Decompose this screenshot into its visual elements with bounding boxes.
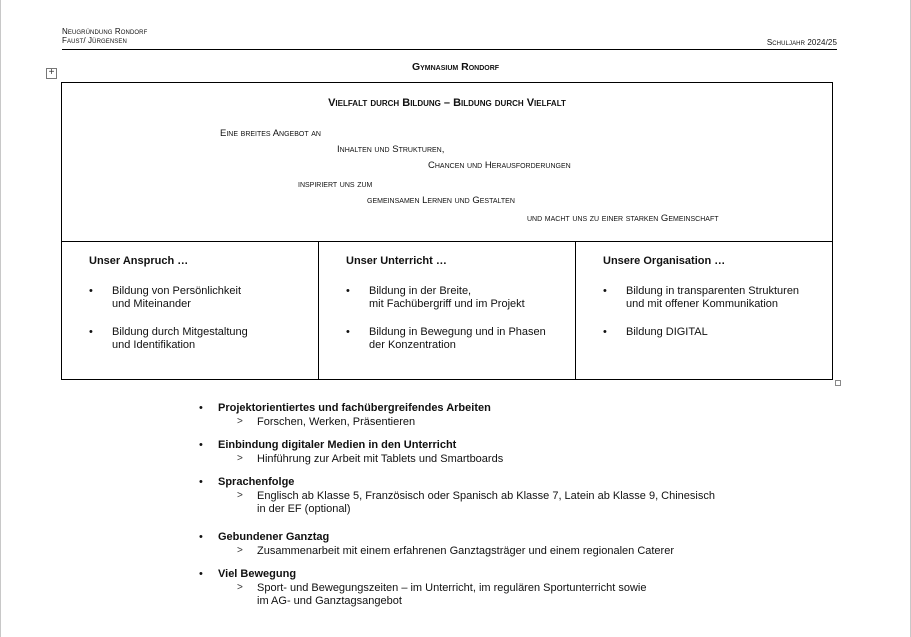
- motto-line: und macht uns zu einer starken Gemeinschaft: [527, 213, 719, 224]
- bullet-icon: •: [89, 285, 93, 297]
- column-item-text: Bildung DIGITAL: [626, 326, 708, 338]
- arrow-icon: >: [237, 416, 243, 427]
- bullet-icon: •: [199, 439, 203, 451]
- bullet-icon: •: [346, 285, 350, 297]
- column-anspruch: [62, 241, 319, 380]
- bullet-icon: •: [199, 402, 203, 414]
- move-cross-icon[interactable]: +: [46, 68, 57, 79]
- arrow-icon: >: [237, 582, 243, 593]
- feature-detail: Forschen, Werken, Präsentieren: [257, 416, 416, 428]
- header-left: [62, 27, 147, 45]
- column-item-text: Bildung in transparenten Strukturen und mit offener Kommunikation: [626, 285, 800, 310]
- motto-line: gemeinsamen Lernen und Gestalten: [367, 195, 515, 206]
- feature-detail: Hinführung zur Arbeit mit Tablets und Smartboards: [257, 453, 504, 465]
- column-item: [603, 326, 708, 339]
- motto-line: inspiriert uns zum: [298, 179, 373, 190]
- bullet-icon: •: [199, 531, 203, 543]
- feature-title: Projektorientiertes und fachübergreifendes Arbeiten: [218, 402, 491, 414]
- column-title: Unser Anspruch …: [89, 255, 189, 267]
- feature-title: Einbindung digitaler Medien in den Unterricht: [218, 439, 457, 451]
- column-item: [346, 285, 525, 311]
- feature-detail: Englisch ab Klasse 5, Französisch oder Spanisch ab Klasse 7, Latein ab Klasse 9, Chinesisch in der EF (optional): [257, 490, 715, 515]
- motto-line: Inhalten und Strukturen,: [337, 144, 445, 155]
- column-item-text: Bildung in Bewegung und in Phasen der Konzentration: [369, 326, 546, 351]
- feature-title: Viel Bewegung: [218, 568, 297, 580]
- motto-line: Eine breites Angebot an: [220, 128, 321, 139]
- bullet-icon: •: [603, 285, 607, 297]
- column-item-text: Bildung in der Breite, mit Fachübergriff und im Projekt: [369, 285, 525, 310]
- arrow-icon: >: [237, 453, 243, 464]
- bullet-icon: •: [199, 476, 203, 488]
- column-item-text: Bildung von Persönlichkeit und Miteinander: [112, 285, 242, 310]
- column-item-text: Bildung durch Mitgestaltung und Identifikation: [112, 326, 248, 351]
- header-authors: Faust/ Jürgensen: [62, 36, 127, 45]
- resize-square-icon[interactable]: [835, 380, 841, 386]
- column-item: [89, 285, 241, 311]
- bullet-icon: •: [89, 326, 93, 338]
- feature-title: Sprachenfolge: [218, 476, 295, 488]
- column-unterricht: [319, 241, 576, 380]
- bullet-icon: •: [199, 568, 203, 580]
- feature-title: Gebundener Ganztag: [218, 531, 330, 543]
- profile-table: [61, 82, 833, 380]
- header-school-year: Schuljahr 2024/25: [766, 38, 837, 47]
- bullet-icon: •: [603, 326, 607, 338]
- column-title: Unser Unterricht …: [346, 255, 447, 267]
- bullet-icon: •: [346, 326, 350, 338]
- motto-line: Chancen und Herausforderungen: [428, 160, 571, 171]
- motto-title: Vielfalt durch Bildung – Bildung durch Vielfalt: [328, 97, 566, 109]
- column-title: Unsere Organisation …: [603, 255, 726, 267]
- motto-cell: [62, 83, 832, 242]
- column-organisation: [576, 241, 832, 380]
- page-edge-left: [0, 0, 1, 637]
- arrow-icon: >: [237, 545, 243, 556]
- column-item: [89, 326, 248, 352]
- column-item: [603, 285, 799, 311]
- feature-detail: Sport- und Bewegungszeiten – im Unterricht, im regulären Sportunterricht sowie im AG- und Ganztagsangebot: [257, 582, 647, 607]
- column-item: [346, 326, 546, 352]
- school-title: Gymnasium Rondorf: [411, 61, 500, 73]
- header-project-name: Neugründung Rondorf: [62, 27, 148, 36]
- feature-detail: Zusammenarbeit mit einem erfahrenen Ganztagsträger und einem regionalen Caterer: [257, 545, 674, 557]
- header-rule: [62, 49, 837, 50]
- arrow-icon: >: [237, 490, 243, 501]
